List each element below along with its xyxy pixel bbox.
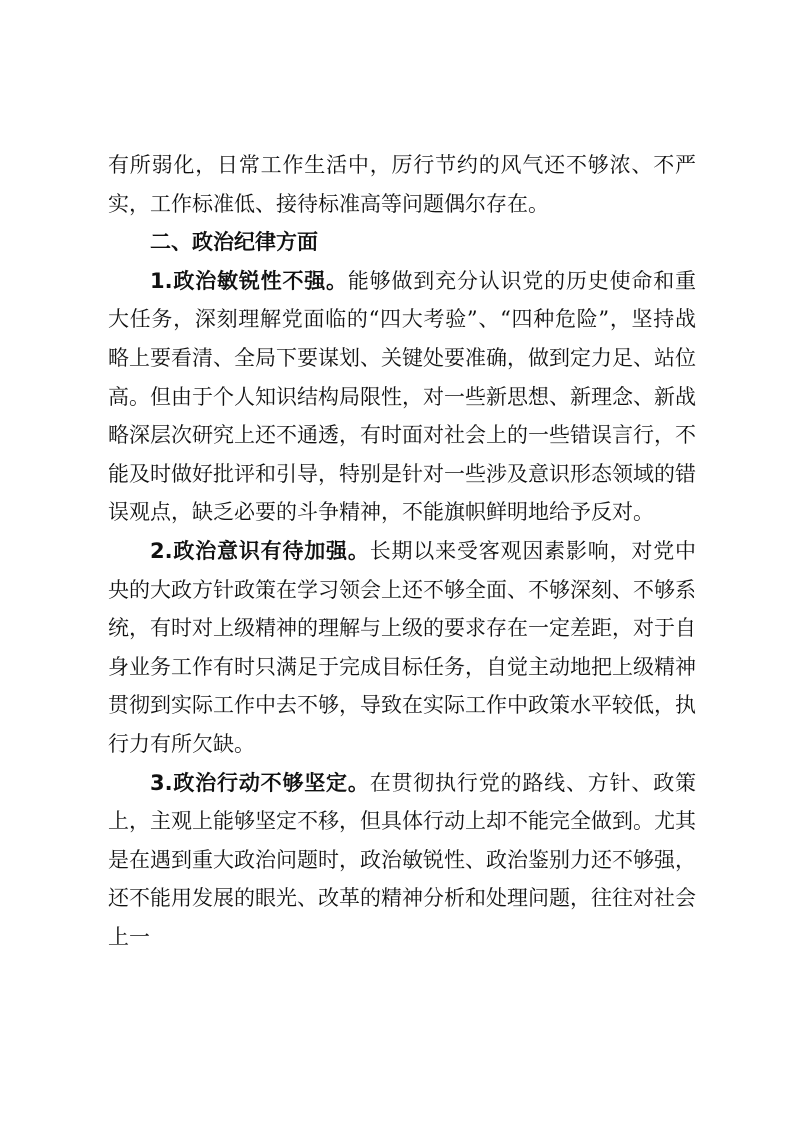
item-paragraph-3 bbox=[108, 764, 696, 957]
item-lead-3: 3.政治行动不够坚定。 bbox=[150, 770, 370, 795]
section-heading: 二、政治纪律方面 bbox=[150, 230, 318, 255]
item-body-1: 能够做到充分认识党的历史使命和重大任务，深刻理解党面临的“四大考验”、“四种危险”，坚持战略上要看清、全局下要谋划、关键处要准确，做到定力足、站位高。但由于个人知识结构局限性，对一些新思想、新理念、新战略深层次研究上还不通透，有时面对社会上的一些错误言行，不能及时做好批评和引导，特别是针对一些涉及意识形态领域的错误观点，缺乏必要的斗争精神，不能旗帜鲜明地给予反对。 bbox=[108, 268, 697, 525]
item-lead-2: 2.政治意识有待加强。 bbox=[150, 538, 370, 563]
item-paragraph-1 bbox=[108, 262, 696, 532]
document-body bbox=[108, 146, 696, 956]
item-body-2: 长期以来受客观因素影响，对党中央的大政方针政策在学习领会上还不够全面、不够深刻、不够系统，有时对上级精神的理解与上级的要求存在一定差距，对于自身业务工作有时只满足于完成目标任务，自觉主动地把上级精神贯彻到实际工作中去不够，导致在实际工作中政策水平较低，执行力有所欠缺。 bbox=[108, 538, 697, 756]
continuation-paragraph: 有所弱化，日常工作生活中，厉行节约的风气还不够浓、不严实，工作标准低、接待标准高等问题偶尔存在。 bbox=[108, 153, 696, 216]
item-body-3: 在贯彻执行党的路线、方针、政策上，主观上能够坚定不移，但具体行动上却不能完全做到。尤其是在遇到重大政治问题时，政治敏锐性、政治鉴别力还不够强，还不能用发展的眼光、改革的精神分析和处理问题，往往对社会上一 bbox=[108, 770, 697, 949]
item-paragraph-2 bbox=[108, 532, 696, 764]
item-lead-1: 1.政治敏锐性不强。 bbox=[150, 268, 348, 293]
